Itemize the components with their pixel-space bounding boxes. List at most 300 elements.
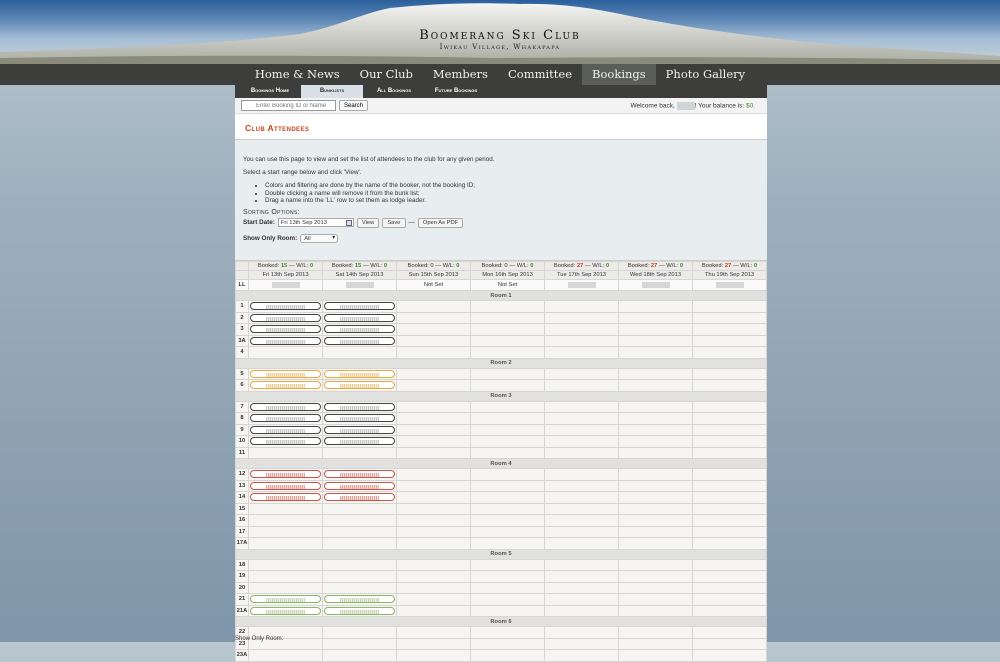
room-title: Room 1 bbox=[236, 291, 767, 301]
booked-value: 15 bbox=[354, 263, 362, 269]
nav-photo-gallery[interactable]: Photo Gallery bbox=[665, 67, 746, 81]
bunk-cell[interactable] bbox=[471, 413, 545, 425]
bunk-cell[interactable] bbox=[619, 582, 693, 594]
bunk-cell[interactable] bbox=[471, 368, 545, 380]
bunk-cell[interactable] bbox=[397, 401, 471, 413]
attendee-pill[interactable] bbox=[324, 470, 395, 478]
bunk-cell[interactable] bbox=[249, 503, 323, 515]
bunk-cell[interactable] bbox=[545, 312, 619, 324]
lodge-leader-cell[interactable] bbox=[397, 280, 471, 291]
bunk-cell[interactable] bbox=[471, 347, 545, 359]
bunk-cell[interactable] bbox=[397, 515, 471, 527]
bunk-cell[interactable] bbox=[619, 469, 693, 481]
bunk-cell[interactable] bbox=[545, 650, 619, 662]
bunk-cell[interactable] bbox=[619, 538, 693, 550]
bunk-cell[interactable] bbox=[619, 480, 693, 492]
bunk-number: 6 bbox=[236, 380, 249, 392]
bunk-cell[interactable] bbox=[545, 594, 619, 606]
bunk-cell[interactable] bbox=[471, 480, 545, 492]
bunk-cell[interactable] bbox=[249, 605, 323, 617]
nav-our-club[interactable]: Our Club bbox=[359, 67, 413, 81]
attendee-pill[interactable] bbox=[250, 325, 321, 333]
save-button[interactable]: Save bbox=[382, 218, 405, 228]
bunk-cell[interactable] bbox=[249, 515, 323, 527]
lodge-leader-cell[interactable] bbox=[471, 280, 545, 291]
bunk-cell[interactable] bbox=[471, 447, 545, 459]
bunk-cell[interactable] bbox=[471, 650, 545, 662]
bunk-cell[interactable] bbox=[249, 526, 323, 538]
bunk-number: 13 bbox=[236, 480, 249, 492]
leader-name-redacted bbox=[346, 282, 374, 288]
bunk-cell[interactable] bbox=[471, 627, 545, 639]
bunk-cell[interactable] bbox=[323, 413, 397, 425]
bunk-cell[interactable] bbox=[619, 605, 693, 617]
bunk-cell[interactable] bbox=[619, 413, 693, 425]
bunk-cell[interactable] bbox=[545, 503, 619, 515]
attendee-pill[interactable] bbox=[324, 302, 395, 310]
bunk-cell[interactable] bbox=[471, 515, 545, 527]
bunk-cell[interactable] bbox=[471, 503, 545, 515]
bunk-cell[interactable] bbox=[619, 650, 693, 662]
page-title: Club Attendees bbox=[245, 123, 310, 133]
lodge-leader-cell[interactable] bbox=[693, 280, 767, 291]
bunk-cell[interactable] bbox=[323, 469, 397, 481]
bunk-cell[interactable] bbox=[249, 368, 323, 380]
bunk-number: 5 bbox=[236, 368, 249, 380]
attendee-pill[interactable] bbox=[324, 437, 395, 445]
bunk-cell[interactable] bbox=[693, 538, 767, 550]
search-input[interactable] bbox=[241, 100, 336, 111]
subnav-future-bookings[interactable]: Future Bookings bbox=[434, 88, 478, 94]
bunk-cell[interactable] bbox=[545, 480, 619, 492]
bunk-cell[interactable] bbox=[323, 368, 397, 380]
attendee-pill[interactable] bbox=[250, 595, 321, 603]
bunk-cell[interactable] bbox=[323, 492, 397, 504]
bunk-cell[interactable] bbox=[545, 526, 619, 538]
booked-label: Booked: bbox=[331, 263, 354, 269]
bunk-cell[interactable] bbox=[471, 605, 545, 617]
room-filter-select[interactable]: All ▾ bbox=[300, 234, 338, 243]
bunk-cell[interactable] bbox=[249, 538, 323, 550]
subnav-bunklists[interactable]: Bunklists bbox=[301, 85, 363, 98]
bunk-cell[interactable] bbox=[323, 571, 397, 583]
date-header: Sun 15th Sep 2013 bbox=[397, 271, 471, 280]
bunk-cell[interactable] bbox=[323, 335, 397, 347]
bunk-cell[interactable] bbox=[619, 301, 693, 313]
bunk-number: 1 bbox=[236, 301, 249, 313]
bunk-cell[interactable] bbox=[693, 312, 767, 324]
bunk-cell[interactable] bbox=[471, 324, 545, 336]
bunk-cell[interactable] bbox=[323, 627, 397, 639]
bunk-cell[interactable] bbox=[397, 526, 471, 538]
bunk-cell[interactable] bbox=[249, 559, 323, 571]
bunk-cell[interactable] bbox=[323, 301, 397, 313]
room-header-row bbox=[236, 358, 767, 368]
bunk-row bbox=[236, 627, 767, 639]
bunk-cell[interactable] bbox=[545, 492, 619, 504]
bunk-cell[interactable] bbox=[545, 413, 619, 425]
intro-text: You can use this page to view and set the list of attendees to the club for any given period. bbox=[243, 156, 495, 163]
bunk-cell[interactable] bbox=[545, 638, 619, 650]
bunk-row bbox=[236, 594, 767, 606]
bunk-cell[interactable] bbox=[619, 447, 693, 459]
bunk-cell[interactable] bbox=[323, 447, 397, 459]
bunk-cell[interactable] bbox=[471, 638, 545, 650]
bunk-cell[interactable] bbox=[249, 324, 323, 336]
bunk-cell[interactable] bbox=[397, 480, 471, 492]
room-title: Room 2 bbox=[236, 358, 767, 368]
bunk-cell[interactable] bbox=[471, 492, 545, 504]
bunk-cell[interactable] bbox=[249, 380, 323, 392]
bunk-cell[interactable] bbox=[397, 301, 471, 313]
bunk-cell[interactable] bbox=[545, 559, 619, 571]
booked-count-row bbox=[236, 262, 767, 271]
attendee-pill[interactable] bbox=[250, 314, 321, 322]
bunk-cell[interactable] bbox=[619, 515, 693, 527]
wl-value: 0 bbox=[309, 263, 314, 269]
bunk-cell[interactable] bbox=[619, 571, 693, 583]
bunk-cell[interactable] bbox=[693, 526, 767, 538]
bunk-cell[interactable] bbox=[693, 436, 767, 448]
bunk-number: 7 bbox=[236, 401, 249, 413]
bunk-cell[interactable] bbox=[545, 436, 619, 448]
bunk-cell[interactable] bbox=[397, 538, 471, 550]
bunk-cell[interactable] bbox=[397, 368, 471, 380]
bunk-cell[interactable] bbox=[249, 594, 323, 606]
bunk-cell[interactable] bbox=[693, 638, 767, 650]
wl-value: 0 bbox=[679, 263, 684, 269]
bunk-cell[interactable] bbox=[693, 447, 767, 459]
subnav-all-bookings[interactable]: All Bookings bbox=[376, 88, 412, 94]
start-date-label: Start Date: bbox=[243, 219, 275, 226]
open-pdf-button[interactable]: Open As PDF bbox=[418, 218, 463, 228]
bunk-cell[interactable] bbox=[249, 650, 323, 662]
bunk-cell[interactable] bbox=[471, 559, 545, 571]
bunk-cell[interactable] bbox=[249, 413, 323, 425]
bunk-cell[interactable] bbox=[397, 503, 471, 515]
bunk-cell[interactable] bbox=[471, 301, 545, 313]
nav-bookings[interactable]: Bookings bbox=[582, 64, 656, 85]
bunk-cell[interactable] bbox=[397, 324, 471, 336]
bunk-cell[interactable] bbox=[323, 594, 397, 606]
bunk-cell[interactable] bbox=[619, 627, 693, 639]
bunk-cell[interactable] bbox=[249, 447, 323, 459]
bunk-cell[interactable] bbox=[545, 368, 619, 380]
bunk-cell[interactable] bbox=[693, 368, 767, 380]
wl-label: — W/L: bbox=[362, 263, 383, 269]
attendee-pill[interactable] bbox=[250, 607, 321, 615]
booked-count-cell bbox=[693, 262, 767, 271]
bunk-cell[interactable] bbox=[693, 380, 767, 392]
bunk-cell[interactable] bbox=[545, 301, 619, 313]
bunk-cell[interactable] bbox=[693, 515, 767, 527]
booked-label: Booked: bbox=[407, 263, 429, 269]
attendee-pill[interactable] bbox=[250, 482, 321, 490]
bunk-cell[interactable] bbox=[323, 503, 397, 515]
bunk-cell[interactable] bbox=[323, 638, 397, 650]
bunk-cell[interactable] bbox=[471, 526, 545, 538]
bunk-row bbox=[236, 559, 767, 571]
booked-value: 0 bbox=[430, 263, 434, 269]
bunk-cell[interactable] bbox=[545, 582, 619, 594]
bunk-cell[interactable] bbox=[249, 335, 323, 347]
bunk-cell[interactable] bbox=[693, 503, 767, 515]
bunk-cell[interactable] bbox=[471, 380, 545, 392]
bunk-cell[interactable] bbox=[693, 469, 767, 481]
nav-home-news[interactable]: Home & News bbox=[254, 67, 340, 81]
bunk-number: 18 bbox=[236, 559, 249, 571]
bunk-cell[interactable] bbox=[397, 413, 471, 425]
bunk-number: 14 bbox=[236, 492, 249, 504]
bunk-cell[interactable] bbox=[693, 492, 767, 504]
bunk-cell[interactable] bbox=[323, 559, 397, 571]
balance-value: $0. bbox=[745, 102, 755, 110]
bunk-cell[interactable] bbox=[323, 424, 397, 436]
bunk-row bbox=[236, 503, 767, 515]
bunk-cell[interactable] bbox=[693, 413, 767, 425]
bunk-cell[interactable] bbox=[249, 301, 323, 313]
bunk-cell[interactable] bbox=[323, 436, 397, 448]
bunk-cell[interactable] bbox=[619, 492, 693, 504]
date-header: Thu 19th Sep 2013 bbox=[693, 271, 767, 280]
bunk-cell[interactable] bbox=[545, 335, 619, 347]
bunk-cell[interactable] bbox=[471, 469, 545, 481]
subnav-bookings-home[interactable]: Bookings Home bbox=[250, 88, 290, 94]
bunk-cell[interactable] bbox=[545, 380, 619, 392]
attendee-pill[interactable] bbox=[324, 370, 395, 378]
attendee-pill[interactable] bbox=[324, 493, 395, 501]
attendee-pill[interactable] bbox=[250, 414, 321, 422]
bunk-cell[interactable] bbox=[249, 401, 323, 413]
bunk-number: 16 bbox=[236, 515, 249, 527]
bunk-cell[interactable] bbox=[619, 368, 693, 380]
attendee-pill[interactable] bbox=[250, 493, 321, 501]
bunk-cell[interactable] bbox=[619, 380, 693, 392]
bunk-cell[interactable] bbox=[471, 401, 545, 413]
separator-dash: — bbox=[408, 219, 415, 226]
bunk-cell[interactable] bbox=[619, 594, 693, 606]
attendee-pill[interactable] bbox=[324, 426, 395, 434]
bunk-cell[interactable] bbox=[471, 335, 545, 347]
bunk-cell[interactable] bbox=[619, 436, 693, 448]
start-date-input[interactable] bbox=[278, 218, 354, 227]
bunk-cell[interactable] bbox=[471, 594, 545, 606]
bunk-cell[interactable] bbox=[471, 582, 545, 594]
bunk-cell[interactable] bbox=[619, 312, 693, 324]
bunk-cell[interactable] bbox=[471, 538, 545, 550]
room-filter-row bbox=[243, 234, 759, 243]
bunk-cell[interactable] bbox=[545, 469, 619, 481]
bunk-cell[interactable] bbox=[323, 526, 397, 538]
bunk-cell[interactable] bbox=[323, 515, 397, 527]
bunk-cell[interactable] bbox=[249, 582, 323, 594]
bunk-cell[interactable] bbox=[693, 480, 767, 492]
attendee-pill[interactable] bbox=[324, 325, 395, 333]
bunk-cell[interactable] bbox=[471, 436, 545, 448]
bunk-cell[interactable] bbox=[693, 571, 767, 583]
leader-name-redacted bbox=[272, 282, 300, 288]
attendee-pill[interactable] bbox=[324, 403, 395, 411]
wl-label: — W/L: bbox=[732, 263, 753, 269]
bunk-cell[interactable] bbox=[323, 582, 397, 594]
attendee-pill[interactable] bbox=[250, 302, 321, 310]
bunk-cell[interactable] bbox=[323, 538, 397, 550]
bunk-cell[interactable] bbox=[545, 324, 619, 336]
wl-label: — W/L: bbox=[584, 263, 605, 269]
attendee-pill[interactable] bbox=[324, 337, 395, 345]
bunk-cell[interactable] bbox=[323, 605, 397, 617]
attendee-pill[interactable] bbox=[250, 337, 321, 345]
bunk-cell[interactable] bbox=[545, 515, 619, 527]
search-button[interactable]: Search bbox=[339, 100, 368, 111]
bunk-cell[interactable] bbox=[545, 347, 619, 359]
bunk-cell[interactable] bbox=[545, 627, 619, 639]
bunk-cell[interactable] bbox=[545, 447, 619, 459]
bunk-cell[interactable] bbox=[545, 571, 619, 583]
leader-name-redacted bbox=[716, 282, 744, 288]
bunk-cell[interactable] bbox=[323, 324, 397, 336]
corner-cell bbox=[236, 271, 249, 280]
bunk-cell[interactable] bbox=[249, 571, 323, 583]
bunk-cell[interactable] bbox=[249, 480, 323, 492]
bunk-cell[interactable] bbox=[249, 469, 323, 481]
bunk-cell[interactable] bbox=[249, 312, 323, 324]
bunk-cell[interactable] bbox=[397, 347, 471, 359]
bunk-cell[interactable] bbox=[249, 424, 323, 436]
attendee-pill[interactable] bbox=[324, 414, 395, 422]
bunk-cell[interactable] bbox=[693, 582, 767, 594]
bunk-cell[interactable] bbox=[397, 594, 471, 606]
bunk-cell[interactable] bbox=[397, 436, 471, 448]
bunk-cell[interactable] bbox=[693, 347, 767, 359]
bunk-cell[interactable] bbox=[397, 559, 471, 571]
nav-committee[interactable]: Committee bbox=[507, 67, 573, 81]
leader-name-redacted bbox=[642, 282, 670, 288]
attendee-pill[interactable] bbox=[250, 470, 321, 478]
bunk-cell[interactable] bbox=[545, 424, 619, 436]
booked-value: 27 bbox=[650, 263, 658, 269]
lodge-leader-cell[interactable] bbox=[619, 280, 693, 291]
room-header-row bbox=[236, 391, 767, 401]
bunk-cell[interactable] bbox=[693, 424, 767, 436]
bunk-cell[interactable] bbox=[693, 627, 767, 639]
bunk-cell[interactable] bbox=[619, 347, 693, 359]
lodge-leader-cell[interactable] bbox=[249, 280, 323, 291]
bunk-cell[interactable] bbox=[619, 503, 693, 515]
bunk-cell[interactable] bbox=[619, 335, 693, 347]
bunk-cell[interactable] bbox=[323, 401, 397, 413]
bunk-cell[interactable] bbox=[397, 312, 471, 324]
booked-value: 15 bbox=[280, 263, 288, 269]
nav-members[interactable]: Members bbox=[432, 67, 488, 81]
bunk-cell[interactable] bbox=[323, 380, 397, 392]
bunk-cell[interactable] bbox=[397, 571, 471, 583]
bunk-row bbox=[236, 312, 767, 324]
attendee-pill[interactable] bbox=[324, 595, 395, 603]
bunk-cell[interactable] bbox=[693, 559, 767, 571]
bunk-cell[interactable] bbox=[397, 627, 471, 639]
bunk-cell[interactable] bbox=[397, 492, 471, 504]
bunk-cell[interactable] bbox=[397, 605, 471, 617]
bunk-cell[interactable] bbox=[545, 401, 619, 413]
bunk-cell[interactable] bbox=[545, 605, 619, 617]
bunk-cell[interactable] bbox=[397, 380, 471, 392]
bunk-cell[interactable] bbox=[397, 469, 471, 481]
attendee-pill[interactable] bbox=[250, 403, 321, 411]
bunk-cell[interactable] bbox=[545, 538, 619, 550]
bunk-cell[interactable] bbox=[693, 605, 767, 617]
booked-label: Booked: bbox=[701, 263, 724, 269]
bunk-cell[interactable] bbox=[323, 312, 397, 324]
bunk-cell[interactable] bbox=[619, 638, 693, 650]
bunk-cell[interactable] bbox=[397, 424, 471, 436]
bunk-cell[interactable] bbox=[397, 335, 471, 347]
booked-label: Booked: bbox=[627, 263, 650, 269]
attendee-pill[interactable] bbox=[250, 426, 321, 434]
attendee-pill[interactable] bbox=[324, 607, 395, 615]
attendee-pill[interactable] bbox=[250, 381, 321, 389]
corner-cell bbox=[236, 262, 249, 271]
bunk-cell[interactable] bbox=[397, 650, 471, 662]
lodge-leader-cell[interactable] bbox=[545, 280, 619, 291]
attendee-pill[interactable] bbox=[250, 370, 321, 378]
bunk-cell[interactable] bbox=[693, 324, 767, 336]
bunk-cell[interactable] bbox=[397, 638, 471, 650]
lodge-leader-row bbox=[236, 280, 767, 291]
attendee-pill[interactable] bbox=[324, 381, 395, 389]
wl-label: — W/L: bbox=[435, 263, 455, 269]
bunk-row bbox=[236, 301, 767, 313]
bunk-cell[interactable] bbox=[397, 582, 471, 594]
bunk-cell[interactable] bbox=[249, 347, 323, 359]
bunk-cell[interactable] bbox=[619, 424, 693, 436]
booked-label: Booked: bbox=[481, 263, 503, 269]
start-date-value: Fri 13th Sep 2013 bbox=[280, 220, 327, 226]
bunk-cell[interactable] bbox=[693, 594, 767, 606]
bunk-cell[interactable] bbox=[471, 571, 545, 583]
attendee-pill[interactable] bbox=[324, 314, 395, 322]
bunk-cell[interactable] bbox=[397, 447, 471, 459]
bunk-cell[interactable] bbox=[471, 424, 545, 436]
info-panel bbox=[235, 140, 767, 261]
bunk-cell[interactable] bbox=[471, 312, 545, 324]
bunk-cell[interactable] bbox=[619, 559, 693, 571]
bunk-cell[interactable] bbox=[693, 401, 767, 413]
attendee-pill[interactable] bbox=[324, 482, 395, 490]
leader-not-set: Not Set bbox=[497, 282, 518, 288]
calendar-icon[interactable] bbox=[346, 220, 352, 226]
bunk-cell[interactable] bbox=[693, 650, 767, 662]
bunk-cell[interactable] bbox=[249, 436, 323, 448]
bunk-cell[interactable] bbox=[693, 335, 767, 347]
bunk-cell[interactable] bbox=[619, 401, 693, 413]
bunk-cell[interactable] bbox=[249, 492, 323, 504]
bunk-cell[interactable] bbox=[323, 480, 397, 492]
bunk-cell[interactable] bbox=[619, 324, 693, 336]
lodge-leader-cell[interactable] bbox=[323, 280, 397, 291]
bunk-number: 21 bbox=[236, 594, 249, 606]
ll-label: LL bbox=[236, 280, 249, 291]
bunk-cell[interactable] bbox=[323, 650, 397, 662]
view-button[interactable]: View bbox=[357, 218, 379, 228]
room-title: Room 3 bbox=[236, 391, 767, 401]
wl-label: — W/L: bbox=[509, 263, 529, 269]
bunk-cell[interactable] bbox=[693, 301, 767, 313]
bunk-cell[interactable] bbox=[323, 347, 397, 359]
bunk-cell[interactable] bbox=[619, 526, 693, 538]
wl-value: 0 bbox=[753, 263, 758, 269]
attendee-pill[interactable] bbox=[250, 437, 321, 445]
